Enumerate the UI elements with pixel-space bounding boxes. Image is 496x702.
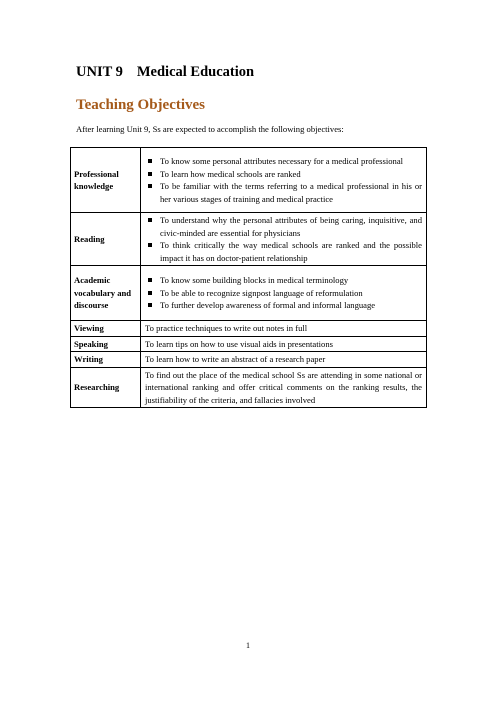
row-label: Speaking bbox=[71, 336, 141, 352]
list-item: To learn how medical schools are ranked bbox=[145, 168, 422, 181]
row-content bbox=[141, 148, 427, 213]
list-item: To think critically the way medical schools are ranked and the possible impact it has on doctor-patient relationship bbox=[145, 239, 422, 264]
row-content: To learn how to write an abstract of a research paper bbox=[141, 352, 427, 368]
row-content: To find out the place of the medical school Ss are attending in some national or international ranking and offer critical comments on the ranking results, the justifiability of the criteria, and fallacies involved bbox=[141, 367, 427, 408]
row-content: To learn tips on how to use visual aids in presentations bbox=[141, 336, 427, 352]
unit-title bbox=[76, 64, 254, 81]
row-label: Academic vocabulary and discourse bbox=[71, 266, 141, 321]
list-item: To be able to recognize signpost language of reformulation bbox=[145, 287, 422, 300]
table-row bbox=[71, 321, 427, 337]
table-row bbox=[71, 367, 427, 408]
list-item: To know some building blocks in medical terminology bbox=[145, 274, 422, 287]
list-item: To be familiar with the terms referring to a medical professional in his or her various stages of training and medical practice bbox=[145, 180, 422, 205]
table-row bbox=[71, 148, 427, 213]
bullet-list bbox=[145, 274, 422, 312]
intro-text: After learning Unit 9, Ss are expected to accomplish the following objectives: bbox=[76, 124, 344, 134]
section-heading: Teaching Objectives bbox=[76, 97, 206, 113]
table-row bbox=[71, 213, 427, 266]
list-item: To understand why the personal attributes of being caring, inquisitive, and civic-minded are essential for physicians bbox=[145, 214, 422, 239]
row-content: To practice techniques to write out notes in full bbox=[141, 321, 427, 337]
row-label: Researching bbox=[71, 367, 141, 408]
bullet-list bbox=[145, 214, 422, 264]
bullet-list bbox=[145, 155, 422, 205]
unit-number: UNIT 9 bbox=[76, 64, 123, 80]
row-label: Writing bbox=[71, 352, 141, 368]
list-item: To further develop awareness of formal and informal language bbox=[145, 299, 422, 312]
row-content bbox=[141, 213, 427, 266]
row-label: Viewing bbox=[71, 321, 141, 337]
objectives-table bbox=[70, 147, 427, 408]
table-row bbox=[71, 352, 427, 368]
list-item: To know some personal attributes necessary for a medical professional bbox=[145, 155, 422, 168]
row-content bbox=[141, 266, 427, 321]
table-row bbox=[71, 336, 427, 352]
page-number: 1 bbox=[246, 641, 250, 650]
row-label: Professional knowledge bbox=[71, 148, 141, 213]
unit-name: Medical Education bbox=[136, 64, 255, 80]
row-label: Reading bbox=[71, 213, 141, 266]
table-row bbox=[71, 266, 427, 321]
